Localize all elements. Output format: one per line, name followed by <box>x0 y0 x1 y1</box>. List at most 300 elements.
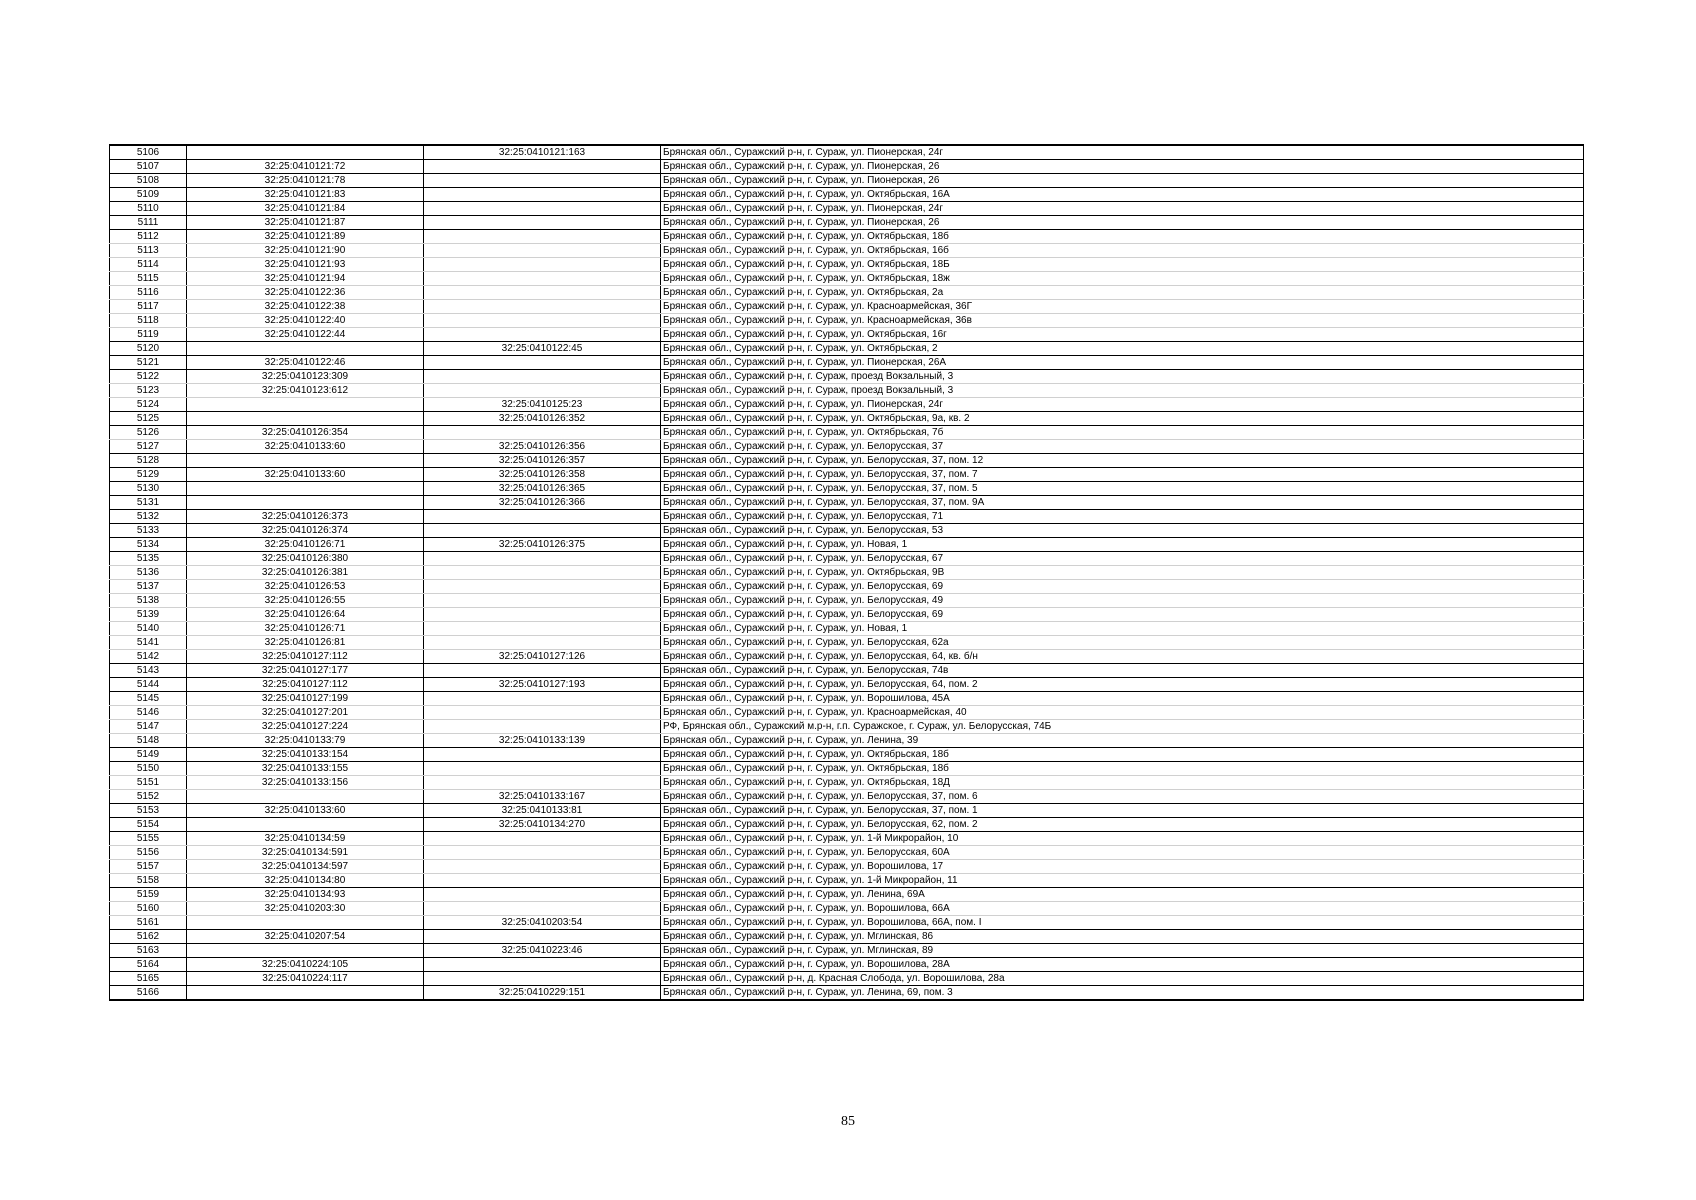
object-number-cell: 32:25:0410133:167 <box>424 790 661 804</box>
address-cell: Брянская обл., Суражский р-н, г. Сураж, ул. Ворошилова, 66А, пом. I <box>661 916 1584 930</box>
object-number-cell: 32:25:0410122:45 <box>424 342 661 356</box>
parcel-number-cell: 32:25:0410123:612 <box>187 384 424 398</box>
object-number-cell: 32:25:0410126:358 <box>424 468 661 482</box>
object-number-cell <box>424 566 661 580</box>
object-number-cell: 32:25:0410126:375 <box>424 538 661 552</box>
table-row <box>110 776 1584 790</box>
registry-table <box>109 144 1584 1001</box>
table-row <box>110 888 1584 902</box>
address-cell: Брянская обл., Суражский р-н, г. Сураж, ул. Красноармейская, 36Г <box>661 300 1584 314</box>
object-number-cell <box>424 720 661 734</box>
address-cell: Брянская обл., Суражский р-н, г. Сураж, ул. Белорусская, 69 <box>661 608 1584 622</box>
parcel-number-cell: 32:25:0410134:93 <box>187 888 424 902</box>
parcel-number-cell: 32:25:0410123:309 <box>187 370 424 384</box>
object-number-cell <box>424 832 661 846</box>
address-cell: Брянская обл., Суражский р-н, г. Сураж, ул. Октябрьская, 18Д <box>661 776 1584 790</box>
parcel-number-cell <box>187 398 424 412</box>
parcel-number-cell: 32:25:0410134:59 <box>187 832 424 846</box>
object-number-cell: 32:25:0410126:357 <box>424 454 661 468</box>
parcel-number-cell: 32:25:0410127:177 <box>187 664 424 678</box>
parcel-number-cell: 32:25:0410121:78 <box>187 174 424 188</box>
row-number-cell: 5161 <box>110 916 187 930</box>
row-number-cell: 5153 <box>110 804 187 818</box>
object-number-cell <box>424 216 661 230</box>
address-cell: Брянская обл., Суражский р-н, г. Сураж, ул. Октябрьская, 16г <box>661 328 1584 342</box>
table-row <box>110 272 1584 286</box>
row-number-cell: 5139 <box>110 608 187 622</box>
table-row <box>110 636 1584 650</box>
table-row <box>110 944 1584 958</box>
table-row <box>110 230 1584 244</box>
parcel-number-cell <box>187 496 424 510</box>
parcel-number-cell: 32:25:0410224:105 <box>187 958 424 972</box>
address-cell: Брянская обл., Суражский р-н, г. Сураж, ул. Ленина, 69, пом. 3 <box>661 986 1584 1001</box>
row-number-cell: 5162 <box>110 930 187 944</box>
object-number-cell <box>424 202 661 216</box>
table-row <box>110 706 1584 720</box>
table-row <box>110 216 1584 230</box>
address-cell: Брянская обл., Суражский р-н, г. Сураж, ул. Белорусская, 74в <box>661 664 1584 678</box>
row-number-cell: 5150 <box>110 762 187 776</box>
row-number-cell: 5144 <box>110 678 187 692</box>
object-number-cell <box>424 748 661 762</box>
parcel-number-cell: 32:25:0410203:30 <box>187 902 424 916</box>
object-number-cell <box>424 692 661 706</box>
parcel-number-cell: 32:25:0410134:591 <box>187 846 424 860</box>
row-number-cell: 5116 <box>110 286 187 300</box>
row-number-cell: 5115 <box>110 272 187 286</box>
row-number-cell: 5120 <box>110 342 187 356</box>
address-cell: Брянская обл., Суражский р-н, г. Сураж, ул. Пионерская, 24г <box>661 202 1584 216</box>
object-number-cell <box>424 594 661 608</box>
address-cell: Брянская обл., Суражский р-н, г. Сураж, ул. Пионерская, 26А <box>661 356 1584 370</box>
table-row <box>110 818 1584 832</box>
row-number-cell: 5127 <box>110 440 187 454</box>
parcel-number-cell <box>187 145 424 160</box>
object-number-cell <box>424 930 661 944</box>
object-number-cell <box>424 426 661 440</box>
address-cell: Брянская обл., Суражский р-н, г. Сураж, ул. Новая, 1 <box>661 538 1584 552</box>
table-row <box>110 244 1584 258</box>
object-number-cell <box>424 160 661 174</box>
address-cell: Брянская обл., Суражский р-н, г. Сураж, ул. Белорусская, 37, пом. 12 <box>661 454 1584 468</box>
table-row <box>110 398 1584 412</box>
row-number-cell: 5108 <box>110 174 187 188</box>
parcel-number-cell: 32:25:0410126:354 <box>187 426 424 440</box>
page-number: 85 <box>841 1114 855 1129</box>
table-row <box>110 958 1584 972</box>
parcel-number-cell: 32:25:0410121:94 <box>187 272 424 286</box>
object-number-cell: 32:25:0410127:126 <box>424 650 661 664</box>
table-row <box>110 454 1584 468</box>
object-number-cell <box>424 664 661 678</box>
row-number-cell: 5164 <box>110 958 187 972</box>
address-cell: Брянская обл., Суражский р-н, г. Сураж, ул. Белорусская, 71 <box>661 510 1584 524</box>
address-cell: Брянская обл., Суражский р-н, г. Сураж, ул. Октябрьская, 9В <box>661 566 1584 580</box>
object-number-cell <box>424 356 661 370</box>
row-number-cell: 5126 <box>110 426 187 440</box>
object-number-cell <box>424 608 661 622</box>
address-cell: Брянская обл., Суражский р-н, г. Сураж, ул. Белорусская, 64, пом. 2 <box>661 678 1584 692</box>
parcel-number-cell: 32:25:0410127:112 <box>187 650 424 664</box>
row-number-cell: 5122 <box>110 370 187 384</box>
parcel-number-cell: 32:25:0410133:156 <box>187 776 424 790</box>
row-number-cell: 5130 <box>110 482 187 496</box>
table-row <box>110 986 1584 1001</box>
object-number-cell <box>424 524 661 538</box>
table-row <box>110 160 1584 174</box>
table-row <box>110 650 1584 664</box>
table-row <box>110 832 1584 846</box>
parcel-number-cell: 32:25:0410127:201 <box>187 706 424 720</box>
object-number-cell <box>424 580 661 594</box>
object-number-cell: 32:25:0410229:151 <box>424 986 661 1001</box>
row-number-cell: 5156 <box>110 846 187 860</box>
object-number-cell: 32:25:0410126:356 <box>424 440 661 454</box>
table-row <box>110 145 1584 160</box>
row-number-cell: 5136 <box>110 566 187 580</box>
parcel-number-cell: 32:25:0410121:87 <box>187 216 424 230</box>
row-number-cell: 5107 <box>110 160 187 174</box>
table-row <box>110 300 1584 314</box>
table-row <box>110 384 1584 398</box>
address-cell: Брянская обл., Суражский р-н, г. Сураж, ул. Белорусская, 62, пом. 2 <box>661 818 1584 832</box>
row-number-cell: 5154 <box>110 818 187 832</box>
object-number-cell: 32:25:0410126:352 <box>424 412 661 426</box>
parcel-number-cell: 32:25:0410133:60 <box>187 804 424 818</box>
parcel-number-cell: 32:25:0410207:54 <box>187 930 424 944</box>
object-number-cell <box>424 314 661 328</box>
table-row <box>110 566 1584 580</box>
parcel-number-cell: 32:25:0410127:199 <box>187 692 424 706</box>
address-cell: Брянская обл., Суражский р-н, г. Сураж, ул. Белорусская, 37, пом. 7 <box>661 468 1584 482</box>
row-number-cell: 5140 <box>110 622 187 636</box>
address-cell: Брянская обл., Суражский р-н, г. Сураж, ул. Пионерская, 26 <box>661 174 1584 188</box>
address-cell: Брянская обл., Суражский р-н, г. Сураж, ул. Красноармейская, 40 <box>661 706 1584 720</box>
parcel-number-cell <box>187 412 424 426</box>
row-number-cell: 5121 <box>110 356 187 370</box>
table-row <box>110 412 1584 426</box>
table-row <box>110 790 1584 804</box>
object-number-cell <box>424 636 661 650</box>
address-cell: Брянская обл., Суражский р-н, г. Сураж, ул. Октябрьская, 9а, кв. 2 <box>661 412 1584 426</box>
object-number-cell <box>424 762 661 776</box>
object-number-cell <box>424 244 661 258</box>
address-cell: Брянская обл., Суражский р-н, г. Сураж, ул. Белорусская, 53 <box>661 524 1584 538</box>
address-cell: Брянская обл., Суражский р-н, г. Сураж, ул. Ворошилова, 45А <box>661 692 1584 706</box>
object-number-cell <box>424 846 661 860</box>
object-number-cell: 32:25:0410125:23 <box>424 398 661 412</box>
row-number-cell: 5110 <box>110 202 187 216</box>
table-row <box>110 356 1584 370</box>
object-number-cell <box>424 230 661 244</box>
row-number-cell: 5147 <box>110 720 187 734</box>
row-number-cell: 5145 <box>110 692 187 706</box>
row-number-cell: 5151 <box>110 776 187 790</box>
parcel-number-cell: 32:25:0410224:117 <box>187 972 424 986</box>
row-number-cell: 5114 <box>110 258 187 272</box>
address-cell: Брянская обл., Суражский р-н, г. Сураж, ул. Октябрьская, 18б <box>661 230 1584 244</box>
parcel-number-cell: 32:25:0410127:112 <box>187 678 424 692</box>
object-number-cell <box>424 888 661 902</box>
address-cell: Брянская обл., Суражский р-н, г. Сураж, ул. Белорусская, 37 <box>661 440 1584 454</box>
parcel-number-cell: 32:25:0410126:81 <box>187 636 424 650</box>
address-cell: Брянская обл., Суражский р-н, г. Сураж, ул. Октябрьская, 7б <box>661 426 1584 440</box>
table-row <box>110 426 1584 440</box>
object-number-cell <box>424 972 661 986</box>
object-number-cell: 32:25:0410121:163 <box>424 145 661 160</box>
address-cell: Брянская обл., Суражский р-н, г. Сураж, ул. Белорусская, 37, пом. 9А <box>661 496 1584 510</box>
table-row <box>110 188 1584 202</box>
row-number-cell: 5137 <box>110 580 187 594</box>
object-number-cell <box>424 286 661 300</box>
parcel-number-cell: 32:25:0410133:155 <box>187 762 424 776</box>
object-number-cell <box>424 860 661 874</box>
table-row <box>110 720 1584 734</box>
parcel-number-cell: 32:25:0410133:60 <box>187 440 424 454</box>
object-number-cell <box>424 272 661 286</box>
row-number-cell: 5125 <box>110 412 187 426</box>
row-number-cell: 5135 <box>110 552 187 566</box>
table-row <box>110 916 1584 930</box>
table-row <box>110 258 1584 272</box>
object-number-cell <box>424 706 661 720</box>
table-row <box>110 510 1584 524</box>
parcel-number-cell: 32:25:0410121:83 <box>187 188 424 202</box>
object-number-cell <box>424 958 661 972</box>
object-number-cell: 32:25:0410133:81 <box>424 804 661 818</box>
table-row <box>110 524 1584 538</box>
object-number-cell <box>424 384 661 398</box>
parcel-number-cell <box>187 818 424 832</box>
row-number-cell: 5146 <box>110 706 187 720</box>
parcel-number-cell: 32:25:0410122:46 <box>187 356 424 370</box>
row-number-cell: 5160 <box>110 902 187 916</box>
table-row <box>110 538 1584 552</box>
address-cell: Брянская обл., Суражский р-н, г. Сураж, ул. Октябрьская, 2 <box>661 342 1584 356</box>
object-number-cell: 32:25:0410203:54 <box>424 916 661 930</box>
row-number-cell: 5163 <box>110 944 187 958</box>
table-row <box>110 286 1584 300</box>
row-number-cell: 5166 <box>110 986 187 1001</box>
parcel-number-cell: 32:25:0410122:38 <box>187 300 424 314</box>
address-cell: Брянская обл., Суражский р-н, г. Сураж, проезд Вокзальный, 3 <box>661 370 1584 384</box>
parcel-number-cell: 32:25:0410126:380 <box>187 552 424 566</box>
row-number-cell: 5149 <box>110 748 187 762</box>
table-row <box>110 440 1584 454</box>
address-cell: Брянская обл., Суражский р-н, г. Сураж, ул. Октябрьская, 18б <box>661 748 1584 762</box>
address-cell: Брянская обл., Суражский р-н, г. Сураж, ул. 1-й Микрорайон, 10 <box>661 832 1584 846</box>
address-cell: Брянская обл., Суражский р-н, г. Сураж, ул. Октябрьская, 16А <box>661 188 1584 202</box>
table-row <box>110 678 1584 692</box>
address-cell: Брянская обл., Суражский р-н, г. Сураж, ул. Ленина, 39 <box>661 734 1584 748</box>
address-cell: Брянская обл., Суражский р-н, г. Сураж, ул. Пионерская, 26 <box>661 216 1584 230</box>
object-number-cell: 32:25:0410133:139 <box>424 734 661 748</box>
object-number-cell: 32:25:0410223:46 <box>424 944 661 958</box>
table-row <box>110 874 1584 888</box>
table-row <box>110 734 1584 748</box>
row-number-cell: 5159 <box>110 888 187 902</box>
address-cell: Брянская обл., Суражский р-н, г. Сураж, ул. Белорусская, 37, пом. 6 <box>661 790 1584 804</box>
parcel-number-cell: 32:25:0410134:597 <box>187 860 424 874</box>
object-number-cell <box>424 328 661 342</box>
parcel-number-cell: 32:25:0410126:71 <box>187 538 424 552</box>
row-number-cell: 5111 <box>110 216 187 230</box>
address-cell: Брянская обл., Суражский р-н, г. Сураж, ул. Белорусская, 37, пом. 5 <box>661 482 1584 496</box>
row-number-cell: 5138 <box>110 594 187 608</box>
address-cell: Брянская обл., Суражский р-н, г. Сураж, ул. Белорусская, 64, кв. б/н <box>661 650 1584 664</box>
row-number-cell: 5133 <box>110 524 187 538</box>
row-number-cell: 5113 <box>110 244 187 258</box>
address-cell: Брянская обл., Суражский р-н, г. Сураж, ул. Октябрьская, 18ж <box>661 272 1584 286</box>
table-row <box>110 370 1584 384</box>
address-cell: Брянская обл., Суражский р-н, г. Сураж, ул. 1-й Микрорайон, 11 <box>661 874 1584 888</box>
row-number-cell: 5128 <box>110 454 187 468</box>
parcel-number-cell: 32:25:0410133:79 <box>187 734 424 748</box>
address-cell: Брянская обл., Суражский р-н, г. Сураж, ул. Октябрьская, 16б <box>661 244 1584 258</box>
table-row <box>110 174 1584 188</box>
parcel-number-cell: 32:25:0410121:89 <box>187 230 424 244</box>
parcel-number-cell: 32:25:0410133:154 <box>187 748 424 762</box>
parcel-number-cell: 32:25:0410122:36 <box>187 286 424 300</box>
address-cell: Брянская обл., Суражский р-н, г. Сураж, ул. Пионерская, 24г <box>661 145 1584 160</box>
row-number-cell: 5157 <box>110 860 187 874</box>
table-row <box>110 972 1584 986</box>
row-number-cell: 5123 <box>110 384 187 398</box>
address-cell: Брянская обл., Суражский р-н, г. Сураж, ул. Мглинская, 86 <box>661 930 1584 944</box>
address-cell: Брянская обл., Суражский р-н, г. Сураж, ул. Ленина, 69А <box>661 888 1584 902</box>
address-cell: Брянская обл., Суражский р-н, г. Сураж, ул. Белорусская, 67 <box>661 552 1584 566</box>
table-row <box>110 202 1584 216</box>
address-cell: Брянская обл., Суражский р-н, г. Сураж, ул. Мглинская, 89 <box>661 944 1584 958</box>
table-row <box>110 608 1584 622</box>
parcel-number-cell: 32:25:0410121:84 <box>187 202 424 216</box>
row-number-cell: 5131 <box>110 496 187 510</box>
address-cell: Брянская обл., Суражский р-н, д. Красная Слобода, ул. Ворошилова, 28а <box>661 972 1584 986</box>
parcel-number-cell: 32:25:0410126:71 <box>187 622 424 636</box>
object-number-cell: 32:25:0410126:366 <box>424 496 661 510</box>
row-number-cell: 5118 <box>110 314 187 328</box>
object-number-cell <box>424 552 661 566</box>
table-row <box>110 622 1584 636</box>
address-cell: Брянская обл., Суражский р-н, г. Сураж, ул. Белорусская, 62а <box>661 636 1584 650</box>
object-number-cell: 32:25:0410127:193 <box>424 678 661 692</box>
object-number-cell <box>424 776 661 790</box>
row-number-cell: 5129 <box>110 468 187 482</box>
parcel-number-cell: 32:25:0410126:64 <box>187 608 424 622</box>
parcel-number-cell: 32:25:0410126:53 <box>187 580 424 594</box>
row-number-cell: 5119 <box>110 328 187 342</box>
address-cell: Брянская обл., Суражский р-н, г. Сураж, ул. Белорусская, 69 <box>661 580 1584 594</box>
table-row <box>110 314 1584 328</box>
parcel-number-cell: 32:25:0410126:55 <box>187 594 424 608</box>
parcel-number-cell: 32:25:0410122:40 <box>187 314 424 328</box>
table-row <box>110 902 1584 916</box>
parcel-number-cell <box>187 454 424 468</box>
address-cell: Брянская обл., Суражский р-н, г. Сураж, ул. Октябрьская, 18б <box>661 762 1584 776</box>
row-number-cell: 5155 <box>110 832 187 846</box>
parcel-number-cell <box>187 342 424 356</box>
row-number-cell: 5106 <box>110 145 187 160</box>
parcel-number-cell: 32:25:0410126:373 <box>187 510 424 524</box>
address-cell: Брянская обл., Суражский р-н, г. Сураж, ул. Ворошилова, 66А <box>661 902 1584 916</box>
parcel-number-cell: 32:25:0410122:44 <box>187 328 424 342</box>
address-cell: Брянская обл., Суражский р-н, г. Сураж, ул. Пионерская, 24г <box>661 398 1584 412</box>
table-row <box>110 846 1584 860</box>
row-number-cell: 5109 <box>110 188 187 202</box>
row-number-cell: 5132 <box>110 510 187 524</box>
address-cell: Брянская обл., Суражский р-н, г. Сураж, ул. Белорусская, 37, пом. 1 <box>661 804 1584 818</box>
row-number-cell: 5117 <box>110 300 187 314</box>
object-number-cell <box>424 874 661 888</box>
parcel-number-cell: 32:25:0410133:60 <box>187 468 424 482</box>
table-row <box>110 342 1584 356</box>
registry-table-body <box>110 145 1584 1000</box>
table-row <box>110 594 1584 608</box>
table-row <box>110 468 1584 482</box>
row-number-cell: 5158 <box>110 874 187 888</box>
row-number-cell: 5141 <box>110 636 187 650</box>
row-number-cell: 5152 <box>110 790 187 804</box>
parcel-number-cell: 32:25:0410127:224 <box>187 720 424 734</box>
row-number-cell: 5142 <box>110 650 187 664</box>
address-cell: Брянская обл., Суражский р-н, г. Сураж, ул. Красноармейская, 36в <box>661 314 1584 328</box>
object-number-cell: 32:25:0410126:365 <box>424 482 661 496</box>
address-cell: Брянская обл., Суражский р-н, г. Сураж, ул. Октябрьская, 2а <box>661 286 1584 300</box>
parcel-number-cell <box>187 790 424 804</box>
row-number-cell: 5143 <box>110 664 187 678</box>
address-cell: Брянская обл., Суражский р-н, г. Сураж, ул. Белорусская, 49 <box>661 594 1584 608</box>
address-cell: Брянская обл., Суражский р-н, г. Сураж, ул. Ворошилова, 17 <box>661 860 1584 874</box>
parcel-number-cell <box>187 944 424 958</box>
table-row <box>110 664 1584 678</box>
table-row <box>110 580 1584 594</box>
parcel-number-cell <box>187 482 424 496</box>
table-row <box>110 930 1584 944</box>
table-row <box>110 860 1584 874</box>
parcel-number-cell <box>187 986 424 1001</box>
object-number-cell <box>424 510 661 524</box>
parcel-number-cell: 32:25:0410126:374 <box>187 524 424 538</box>
object-number-cell <box>424 300 661 314</box>
object-number-cell <box>424 174 661 188</box>
table-row <box>110 692 1584 706</box>
address-cell: Брянская обл., Суражский р-н, г. Сураж, ул. Октябрьская, 18Б <box>661 258 1584 272</box>
row-number-cell: 5165 <box>110 972 187 986</box>
parcel-number-cell <box>187 916 424 930</box>
table-row <box>110 328 1584 342</box>
row-number-cell: 5148 <box>110 734 187 748</box>
row-number-cell: 5112 <box>110 230 187 244</box>
parcel-number-cell: 32:25:0410134:80 <box>187 874 424 888</box>
table-row <box>110 804 1584 818</box>
row-number-cell: 5134 <box>110 538 187 552</box>
object-number-cell <box>424 188 661 202</box>
address-cell: РФ, Брянская обл., Суражский м.р-н, г.п. Суражское, г. Сураж, ул. Белорусская, 74Б <box>661 720 1584 734</box>
table-row <box>110 496 1584 510</box>
parcel-number-cell: 32:25:0410126:381 <box>187 566 424 580</box>
parcel-number-cell: 32:25:0410121:93 <box>187 258 424 272</box>
object-number-cell <box>424 258 661 272</box>
table-row <box>110 482 1584 496</box>
table-row <box>110 748 1584 762</box>
address-cell: Брянская обл., Суражский р-н, г. Сураж, ул. Белорусская, 60А <box>661 846 1584 860</box>
object-number-cell <box>424 370 661 384</box>
address-cell: Брянская обл., Суражский р-н, г. Сураж, проезд Вокзальный, 3 <box>661 384 1584 398</box>
table-row <box>110 552 1584 566</box>
parcel-number-cell: 32:25:0410121:90 <box>187 244 424 258</box>
table-row <box>110 762 1584 776</box>
